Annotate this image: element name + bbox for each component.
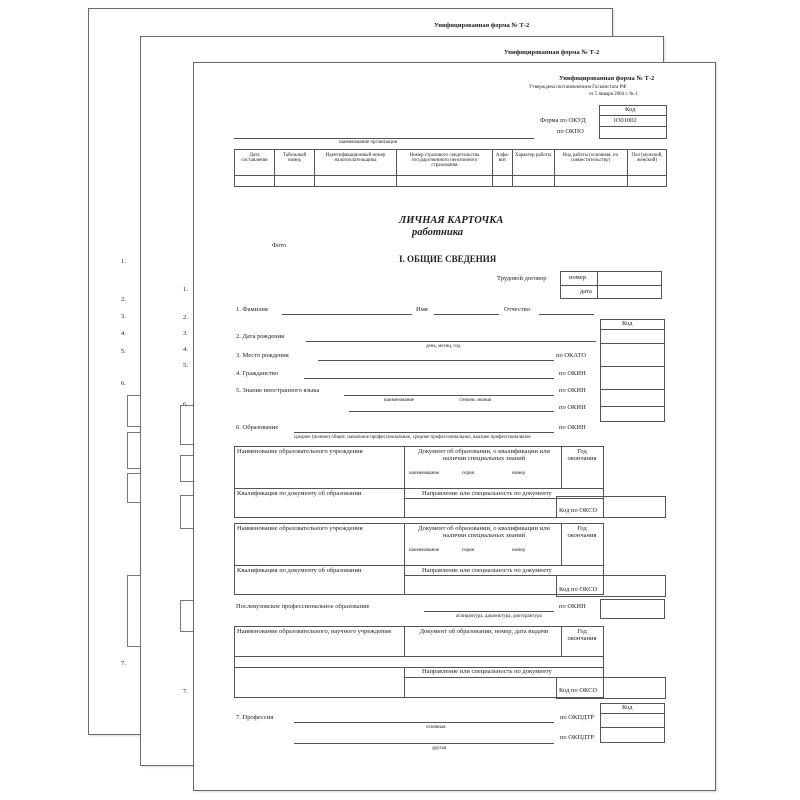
section-general: I. ОБЩИЕ СВЕДЕНИЯ	[399, 254, 497, 264]
postgrad-field[interactable]	[424, 611, 554, 612]
col-sex: Пол (мужской, женский)	[631, 153, 663, 163]
back3-table-fragment	[127, 432, 141, 469]
edu1-year: Год окончания	[567, 448, 597, 462]
profession-other-field[interactable]	[294, 743, 554, 744]
back3-num-7: 7.	[121, 660, 126, 667]
col-inn: Идентификационный номер налогоплательщика	[325, 153, 386, 163]
okpdtr-2: по ОКПДТР	[559, 734, 595, 741]
back3-num-5: 5.	[121, 348, 126, 355]
card-subtitle: работника	[412, 227, 463, 238]
back2-num-3: 3.	[183, 330, 188, 337]
code-header: Код	[625, 106, 636, 113]
form-label-back3: Унифицированная форма № Т-2	[434, 22, 530, 29]
contract-label: Трудовой договор	[497, 275, 547, 282]
edu2-specialty: Направление или специальность по документу	[422, 567, 552, 574]
okin-1: по ОКИН	[559, 370, 586, 377]
birthplace-field[interactable]	[318, 360, 554, 361]
back3-num-1: 1.	[121, 258, 126, 265]
edu2-institution: Наименование образовательного учреждения	[237, 525, 363, 532]
profession-main-field[interactable]	[294, 722, 554, 723]
back3-table-fragment	[127, 575, 141, 647]
postgrad-label: Послевузовское профессиональное образование	[236, 603, 370, 610]
okud-value: 0301002	[614, 117, 637, 124]
sci-year: Год окончания	[567, 628, 597, 642]
back2-table-fragment	[180, 495, 194, 529]
profession-code-header: Код	[622, 704, 633, 711]
col-tabnum: Табельный номер	[282, 153, 307, 163]
sci-document: Документ об образовании, номер, дата выдачи	[419, 628, 549, 635]
form-approved: Утверждена постановлением Госкомстата РФ	[529, 85, 627, 90]
citizenship-field[interactable]	[304, 378, 554, 379]
sci-table	[234, 626, 604, 698]
form-label-back2: Унифицированная форма № Т-2	[504, 49, 600, 56]
education-field[interactable]	[294, 432, 554, 433]
name-label: Имя	[416, 306, 428, 313]
okpdtr-1: по ОКПДТР	[559, 714, 595, 721]
edu2-doc-number: номер	[512, 548, 525, 553]
edu1-okso: Код по ОКСО	[559, 507, 598, 514]
back3-num-4: 4.	[121, 330, 126, 337]
back3-table-fragment	[127, 473, 141, 503]
citizenship-label: 4. Гражданство	[236, 370, 279, 377]
contract-date: дата	[580, 288, 592, 295]
form-label: Унифицированная форма № Т-2	[559, 75, 655, 82]
back3-num-2: 2.	[121, 296, 126, 303]
edu1-document: Документ об образовании, о квалификации или наличии специальных знаний	[418, 448, 550, 462]
col-snils: Номер страхового свидетельства государственного пенсионного страхования	[409, 153, 480, 168]
language-field[interactable]	[344, 395, 554, 396]
language-field-2[interactable]	[349, 411, 554, 412]
sci-institution: Наименование образовательного, научного учреждения	[237, 628, 391, 635]
birthplace-label: 3. Место рождения	[236, 352, 289, 359]
okin-4: по ОКИН	[559, 424, 586, 431]
sci-okso: Код по ОКСО	[559, 687, 598, 694]
edu1-doc-name: наименование	[409, 471, 440, 476]
col-work-type: Вид работы (основная, по совместительству)	[562, 153, 619, 163]
birthdate-caption: день, месяц, год	[426, 344, 461, 349]
edu1-doc-number: номер	[512, 471, 525, 476]
profession-code-box	[600, 703, 665, 743]
education-label: 6. Образование	[236, 424, 279, 431]
back2-num-2: 2.	[183, 314, 188, 321]
edu1-doc-series: серия	[462, 471, 474, 476]
okato-label: по ОКАТО	[556, 352, 587, 359]
surname-label: 1. Фамилия	[236, 306, 268, 313]
surname-field[interactable]	[282, 314, 412, 315]
col-work-nature: Характер работы	[514, 153, 552, 158]
back3-table-fragment	[127, 395, 141, 427]
org-name-caption: наименование организации	[339, 140, 398, 145]
profession-label: 7. Профессия	[236, 714, 274, 721]
col-date: Дата составления	[241, 153, 268, 163]
edu2-doc-name: наименование	[409, 548, 440, 553]
form-approved-date: от 5 января 2004 г. № 1	[589, 92, 638, 97]
okin-2: по ОКИН	[559, 387, 586, 394]
back3-num-3: 3.	[121, 313, 126, 320]
back2-num-5: 5.	[183, 362, 188, 369]
edu2-okso: Код по ОКСО	[559, 586, 598, 593]
back2-num-4: 4.	[183, 346, 188, 353]
postgrad-code-box	[600, 599, 665, 619]
back2-num-7: 7.	[183, 688, 188, 695]
okin-3: по ОКИН	[559, 404, 586, 411]
profession-main-caption: основная	[426, 725, 446, 730]
okpo-label: по ОКПО	[557, 128, 584, 135]
org-name-line	[234, 138, 534, 139]
postgrad-okin: по ОКИН	[559, 603, 586, 610]
back2-num-1: 1.	[183, 286, 188, 293]
back2-table-fragment	[180, 405, 194, 445]
education-caption: среднее (полное) общее, начальное профессиональное, среднее профессиональное, высшее профессиональное	[294, 435, 531, 440]
lang-caption-name: наименование	[384, 398, 415, 403]
edu2-qualification: Квалификация по документу об образовании	[237, 567, 362, 574]
col-alphabet: Алфа-вит	[495, 153, 510, 163]
contract-number: номер	[569, 274, 586, 281]
patronymic-field[interactable]	[539, 314, 594, 315]
okud-label: Форма по ОКУД	[540, 117, 586, 124]
edu2-doc-series: серия	[462, 548, 474, 553]
front-page	[193, 62, 716, 791]
postgrad-caption: аспирантура, адъюнктура, докторантура	[456, 614, 542, 619]
sci-specialty: Направление или специальность по документу	[422, 668, 552, 675]
edu1-institution: Наименование образовательного учреждения	[237, 448, 363, 455]
edu2-document: Документ об образовании, о квалификации или наличии специальных знаний	[418, 525, 550, 539]
language-label: 5. Знание иностранного языка	[236, 387, 320, 394]
birthdate-label: 2. Дата рождения	[236, 333, 285, 340]
back3-num-6: 6.	[121, 380, 126, 387]
photo-label: Фото	[272, 242, 287, 249]
edu1-specialty: Направление или специальность по документу	[422, 490, 552, 497]
profession-other-caption: другая	[432, 746, 447, 751]
birthdate-field[interactable]	[306, 341, 596, 342]
edu1-qualification: Квалификация по документу об образовании	[237, 490, 362, 497]
name-field[interactable]	[434, 314, 499, 315]
back2-table-fragment	[180, 600, 194, 632]
code-col-header: Код	[622, 320, 633, 327]
edu2-year: Год окончания	[567, 525, 597, 539]
patronymic-label: Отчество	[504, 306, 530, 313]
card-title: ЛИЧНАЯ КАРТОЧКА	[399, 215, 504, 226]
lang-caption-level: степень знания	[459, 398, 492, 403]
back2-table-fragment	[180, 455, 194, 482]
